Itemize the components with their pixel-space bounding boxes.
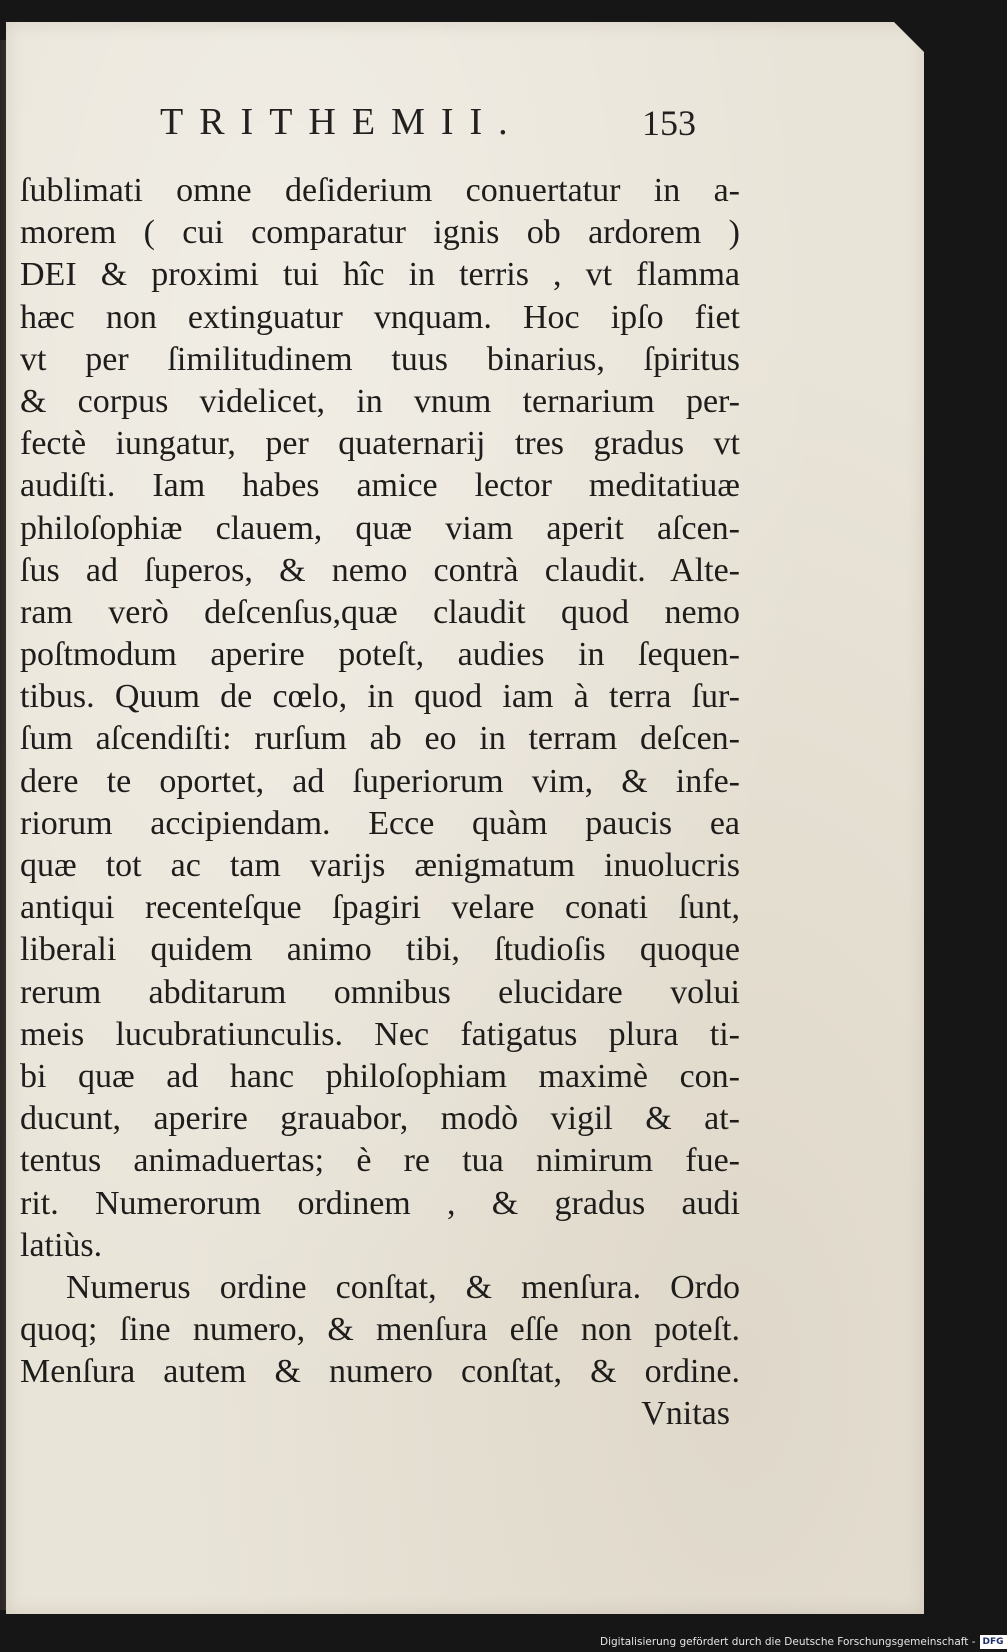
- catchword: Vnitas: [641, 1395, 730, 1433]
- text-line: ducunt, aperire grauabor, modò vigil & at-: [20, 1100, 740, 1138]
- text-line: antiqui recenteſque ſpagiri velare conati ſunt,: [20, 889, 740, 927]
- text-line: tibus. Quum de cœlo, in quod iam à terra ſur-: [20, 678, 740, 716]
- text-line: ſublimati omne deſiderium conuertatur in a-: [20, 172, 740, 209]
- text-line: vt per ſimilitudinem tuus binarius, ſpiritus: [20, 340, 740, 378]
- text-line: rerum abditarum omnibus elucidare volui: [20, 973, 740, 1011]
- text-line: ram verò deſcenſus,quæ claudit quod nemo: [20, 593, 740, 631]
- text-line: liberali quidem animo tibi, ſtudioſis quoque: [20, 931, 740, 969]
- running-head-title: TRITHEMII.: [160, 101, 524, 143]
- text-line: poſtmodum aperire poteſt, audies in ſequen-: [20, 636, 740, 674]
- text-line: latiùs.: [20, 1226, 103, 1264]
- text-line: ſum aſcendiſti: rurſum ab eo in terram deſcen-: [20, 720, 740, 758]
- text-line: morem ( cui comparatur ignis ob ardorem ): [20, 214, 740, 252]
- text-line: hæc non extinguatur vnquam. Hoc ipſo fiet: [20, 298, 740, 336]
- text-line: audiſti. Iam habes amice lector meditatiuæ: [20, 467, 740, 505]
- text-line: tentus animaduertas; è re tua nimirum fue-: [20, 1142, 740, 1180]
- text-line: & corpus videlicet, in vnum ternarium per-: [20, 382, 740, 420]
- paragraph-line: Numerus ordine conſtat, & menſura. Ordo: [66, 1268, 740, 1306]
- text-line: dere te oportet, ad ſuperiorum vim, & infe-: [20, 762, 740, 800]
- dfg-logo: DFG: [980, 1635, 1007, 1649]
- text-line: riorum accipiendam. Ecce quàm paucis ea: [20, 804, 740, 842]
- running-head: [6, 100, 924, 160]
- paragraph-line: Menſura autem & numero conſtat, & ordine.: [20, 1353, 740, 1391]
- text-line: philoſophiæ clauem, quæ viam aperit aſcen-: [20, 509, 740, 547]
- text-line: rit. Numerorum ordinem , & gradus audi: [20, 1184, 740, 1222]
- page-number: 153: [642, 103, 696, 143]
- page-corner: [894, 22, 924, 52]
- text-line: meis lucubratiunculis. Nec fatigatus plura ti-: [20, 1015, 740, 1053]
- text-line: quæ tot ac tam varijs ænigmatum inuolucris: [20, 847, 740, 884]
- main-text: [20, 170, 740, 1436]
- digitization-credit: [600, 1632, 1004, 1652]
- text-line: ſus ad ſuperos, & nemo contrà claudit. Alte-: [20, 551, 740, 589]
- paragraph-line: quoq; ſine numero, & menſura eſſe non poteſt.: [20, 1311, 740, 1349]
- text-line: fectè iungatur, per quaternarij tres gradus vt: [20, 425, 740, 463]
- text-line: bi quæ ad hanc philoſophiam maximè con-: [20, 1057, 740, 1095]
- book-page: [6, 22, 924, 1614]
- credit-text: Digitalisierung gefördert durch die Deutsche Forschungsgemeinschaft -: [600, 1636, 976, 1648]
- text-line: DEI & proximi tui hîc in terris , vt flamma: [20, 256, 740, 294]
